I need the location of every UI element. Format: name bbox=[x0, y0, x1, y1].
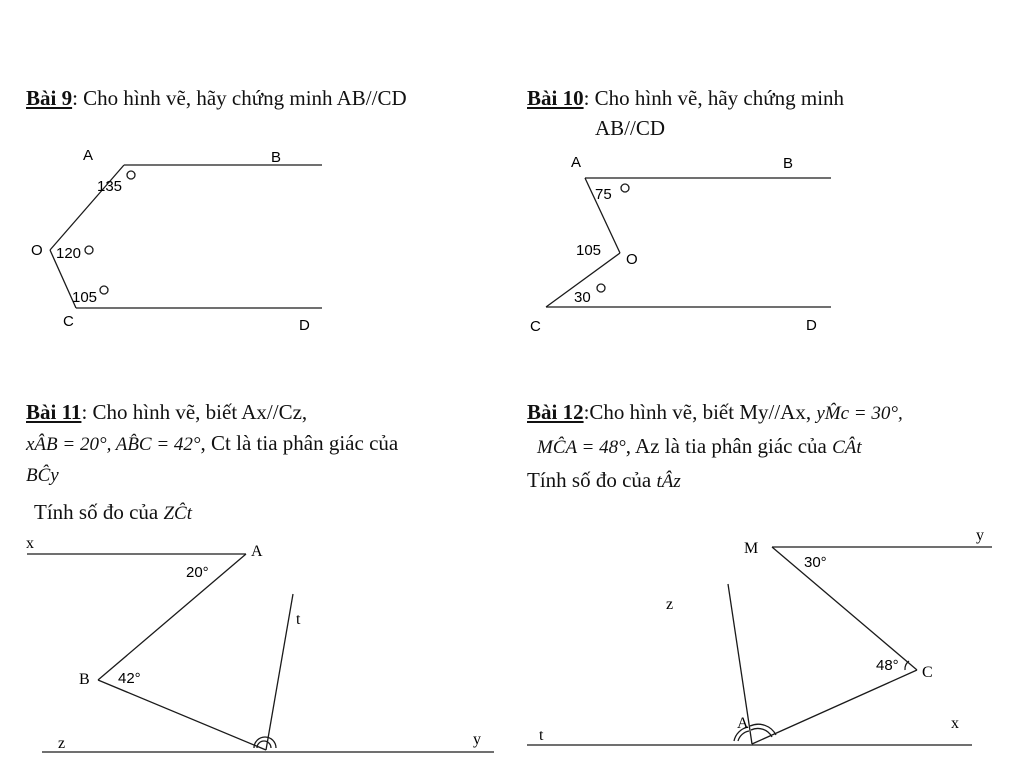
degree-icon bbox=[85, 246, 93, 254]
bai11-text1: : Cho hình vẽ, biết Ax//Cz, bbox=[81, 400, 308, 424]
bai9-label-o: O bbox=[31, 242, 43, 259]
bai11-math1: xÂB = 20°, AB̂C = 42° bbox=[26, 434, 201, 455]
degree-icon bbox=[100, 286, 108, 294]
bai12-segment-mc bbox=[772, 547, 917, 670]
bai11-angle-a: 20° bbox=[186, 564, 209, 581]
bai10-angle-o: 105 bbox=[576, 242, 602, 259]
bai10-label-o: O bbox=[626, 251, 638, 268]
bai12-label-z: z bbox=[666, 596, 674, 613]
bai12-label-y: y bbox=[976, 527, 984, 544]
bai11-segment-ab bbox=[98, 554, 246, 680]
bai12-text3: Tính số đo của bbox=[527, 468, 652, 492]
bai11-label-x: x bbox=[26, 535, 34, 552]
bai11-text2: , Ct là tia phân giác của bbox=[200, 431, 399, 455]
bai10-figure bbox=[530, 154, 831, 335]
bai10-label-d: D bbox=[806, 317, 817, 334]
bai9-label-b: B bbox=[271, 149, 282, 166]
bai12-figure bbox=[527, 527, 992, 745]
bai12-math2: MĈA = 48° bbox=[537, 437, 626, 458]
bai9-title: Bài 9 bbox=[26, 86, 73, 110]
bai10-title: Bài 10 bbox=[527, 86, 584, 110]
bai10-statement-line2: AB//CD bbox=[595, 116, 666, 140]
bai11-math3: ZĈt bbox=[163, 503, 193, 524]
bai9-angle-a: 135 bbox=[97, 178, 123, 195]
bai9-angle-c: 105 bbox=[72, 289, 98, 306]
bai11-label-t: t bbox=[296, 611, 301, 628]
bai10-label-b: B bbox=[783, 155, 794, 172]
bai12-title: Bài 12 bbox=[527, 400, 584, 424]
bai12-angle-arc-tz-inner bbox=[738, 731, 749, 741]
bai12-label-t: t bbox=[539, 727, 544, 744]
bai11-ray-ct bbox=[266, 594, 293, 750]
bai11-label-y: y bbox=[473, 731, 481, 748]
bai11-segment-bc bbox=[98, 680, 266, 750]
bai11-math2: BĈy bbox=[26, 465, 59, 486]
bai12-angle-arc-zc-inner bbox=[751, 728, 772, 737]
bai11-figure bbox=[26, 535, 494, 752]
bai9-figure bbox=[31, 147, 322, 334]
bai10-label-c: C bbox=[530, 318, 541, 335]
degree-icon bbox=[621, 184, 629, 192]
bai11-label-b: B bbox=[79, 671, 90, 688]
bai12-label-m: M bbox=[744, 540, 759, 557]
bai12-label-c: C bbox=[922, 664, 933, 681]
bai12-segment-ca bbox=[752, 670, 917, 744]
bai12-label-x: x bbox=[951, 715, 959, 732]
bai12-math4: tÂz bbox=[656, 471, 681, 492]
bai10-angle-a: 75 bbox=[595, 186, 612, 203]
bai11-title: Bài 11 bbox=[26, 400, 82, 424]
bai10-angle-c: 30 bbox=[574, 289, 591, 306]
bai9-label-c: C bbox=[63, 313, 74, 330]
bai9-angle-o: 120 bbox=[56, 245, 82, 262]
bai9-label-a: A bbox=[83, 147, 94, 164]
degree-icon bbox=[127, 171, 135, 179]
bai11-text3: Tính số đo của bbox=[34, 500, 159, 524]
bai10-text: : Cho hình vẽ, hãy chứng minh bbox=[583, 86, 845, 110]
bai12-angle-c: 48° bbox=[876, 657, 899, 674]
bai12-text1: :Cho hình vẽ, biết My//Ax, bbox=[583, 400, 812, 424]
bai11-label-z: z bbox=[58, 735, 66, 752]
bai12-math3: CÂt bbox=[832, 437, 862, 458]
bai12-angle-m: 30° bbox=[804, 554, 827, 571]
degree-icon bbox=[597, 284, 605, 292]
bai9-label-d: D bbox=[299, 317, 310, 334]
bai11-label-a: A bbox=[251, 543, 263, 560]
bai11-angle-b: 42° bbox=[118, 670, 141, 687]
bai9-text: : Cho hình vẽ, hãy chứng minh AB//CD bbox=[72, 86, 407, 110]
bai10-label-a: A bbox=[571, 154, 582, 171]
bai12-label-a: A bbox=[737, 715, 749, 732]
bai12-math1: yM̂c = 30°, bbox=[816, 403, 903, 424]
bai12-text2: , Az là tia phân giác của bbox=[625, 434, 827, 458]
